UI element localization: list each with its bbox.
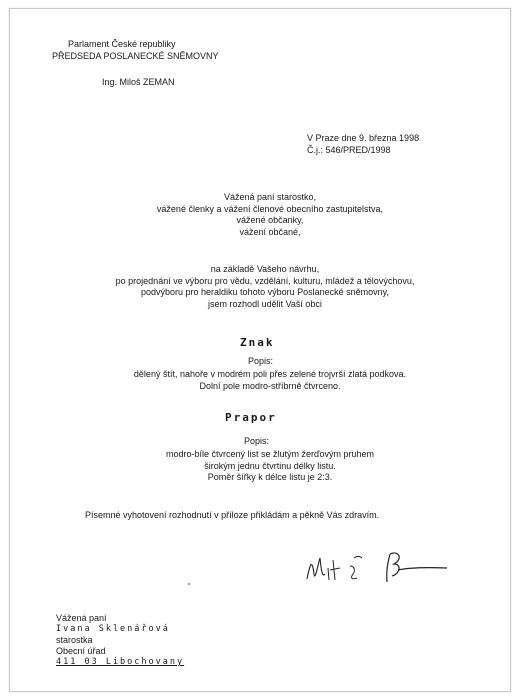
signature-image [302,544,452,594]
header-institution: Parlament České republiky [68,39,176,49]
emblem-description [70,369,470,392]
header-name: Ing. Miloš ZEMAN [102,77,175,87]
address-block [56,613,184,668]
salutation-block [130,192,410,238]
address-recipient: Ivana Sklenářová [56,624,170,634]
body-line: podvýboru pro heraldiku tohoto výboru Poslanecké sněmovny, [141,287,389,298]
emblem-description-line: Dolní pole modro-stříbrně čtvrceno. [199,380,341,391]
body-line: jsem rozhodl udělit Vaší obci [208,299,322,310]
emblem-popis-label: Popis: [248,356,274,366]
address-office: Obecní úřad [56,646,106,656]
salutation-line: Vážená paní starostko, [223,192,317,202]
closing-sentence: Písemné vyhotovení rozhodnutí v příloze přikládám a pěkně Vás zdravím. [85,510,380,520]
letter-page [9,8,511,692]
salutation-line: vážené členky a vážení členové obecního zastupitelstva, [156,203,384,214]
flag-description-line: širokým jednu čtvrtinu délky listu. [204,460,336,471]
letter-date: V Praze dne 9. března 1998 [307,133,420,143]
salutation-line: vážené občanky, [236,215,304,225]
flag-description-line: Poměr šířky k délce listu je 2:3. [207,472,333,482]
address-role: starostka [56,635,93,645]
address-greeting: Vážená paní [56,613,107,623]
salutation-line: vážení občané, [239,226,301,237]
body-line: na základě Vašeho návrhu, [210,264,320,274]
flag-description [110,449,430,484]
flag-description-line: modro-bíle čtvrcený list se žlutým žerďovým pruhem [165,449,375,459]
body-block [70,264,460,311]
flag-popis-label: Popis: [244,436,270,446]
flag-heading: Prapor [225,411,277,424]
emblem-heading: Znak [240,336,275,349]
header-office: PŘEDSEDA POSLANECKÉ SNĚMOVNY [52,51,219,61]
emblem-description-line: dělený štít, nahoře v modrém poli přes zelené trojvrší zlatá podkova. [133,369,407,379]
page-speck [188,583,190,585]
reference-number: Č.j.: 546/PRED/1998 [307,145,391,155]
address-postal: 411 03 Libochovany [56,657,185,667]
body-line: po projednání ve výboru pro vědu, vzdělání, kulturu, mládež a tělovýchovu, [115,275,415,286]
